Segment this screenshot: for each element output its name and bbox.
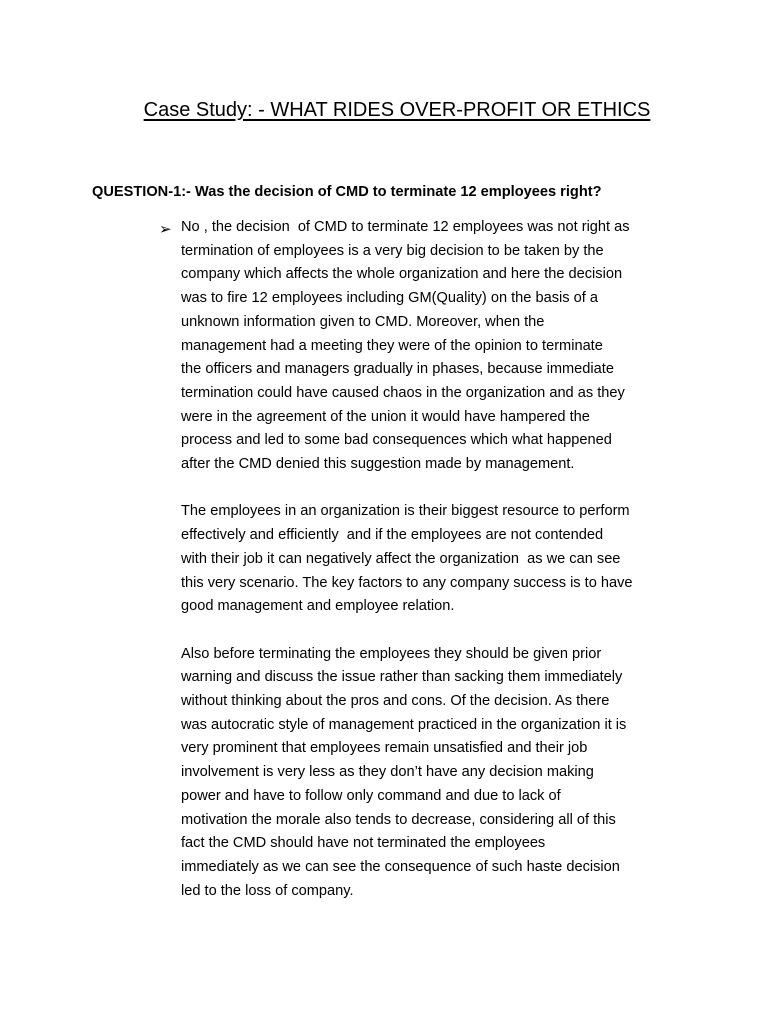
text-line: power and have to follow only command and due to lack of: [181, 787, 561, 804]
text-line: Also before terminating the employees they should be given prior: [181, 645, 602, 662]
text-line: good management and employee relation.: [181, 598, 455, 615]
text-line: after the CMD denied this suggestion made by management.: [181, 456, 575, 473]
text-line: very prominent that employees remain unsatisfied and their job: [181, 740, 588, 757]
text-line: were in the agreement of the union it would have hampered the: [181, 408, 590, 425]
answer-paragraph-2: [181, 500, 693, 619]
text-line: effectively and efficiently and if the employees are not contended: [181, 527, 604, 544]
text-line: without thinking about the pros and cons. Of the decision. As there: [181, 693, 610, 710]
text-line: involvement is very less as they don’t have any decision making: [181, 764, 594, 781]
text-line: unknown information given to CMD. Moreover, when the: [181, 313, 545, 330]
text-line: company which affects the whole organization and here the decision: [181, 266, 623, 283]
text-line: the officers and managers gradually in phases, because immediate: [181, 361, 614, 378]
answer-body: [181, 216, 693, 927]
text-line: No , the decision of CMD to terminate 12 employees was not right as: [181, 219, 630, 235]
arrow-bullet-icon: ➢: [159, 220, 172, 238]
text-line: process and led to some bad consequences which what happened: [181, 432, 612, 449]
text-line: fact the CMD should have not terminated the employees: [181, 835, 546, 852]
text-line: The employees in an organization is their biggest resource to perform: [181, 503, 630, 520]
text-line: this very scenario. The key factors to any company success is to have: [181, 574, 633, 591]
document-title: Case Study: - WHAT RIDES OVER-PROFIT OR ETHICS: [143, 99, 651, 121]
text-line: led to the loss of company.: [181, 882, 354, 899]
text-line: warning and discuss the issue rather than sacking them immediately: [181, 669, 623, 686]
text-line: management had a meeting they were of the opinion to terminate: [181, 337, 603, 354]
text-line: termination of employees is a very big decision to be taken by the: [181, 242, 604, 259]
text-line: was to fire 12 employees including GM(Quality) on the basis of a: [181, 290, 598, 307]
answer-paragraph-1: [181, 216, 693, 477]
text-line: with their job it can negatively affect the organization as we can see: [181, 550, 621, 567]
text-line: was autocratic style of management practiced in the organization it is: [181, 716, 627, 733]
text-line: termination could have caused chaos in the organization and as they: [181, 384, 625, 401]
text-line: immediately as we can see the consequence of such haste decision: [181, 858, 620, 875]
text-line: motivation the morale also tends to decrease, considering all of this: [181, 811, 616, 828]
answer-paragraph-3: [181, 643, 693, 904]
question-heading: QUESTION-1:- Was the decision of CMD to terminate 12 employees right?: [92, 184, 602, 200]
